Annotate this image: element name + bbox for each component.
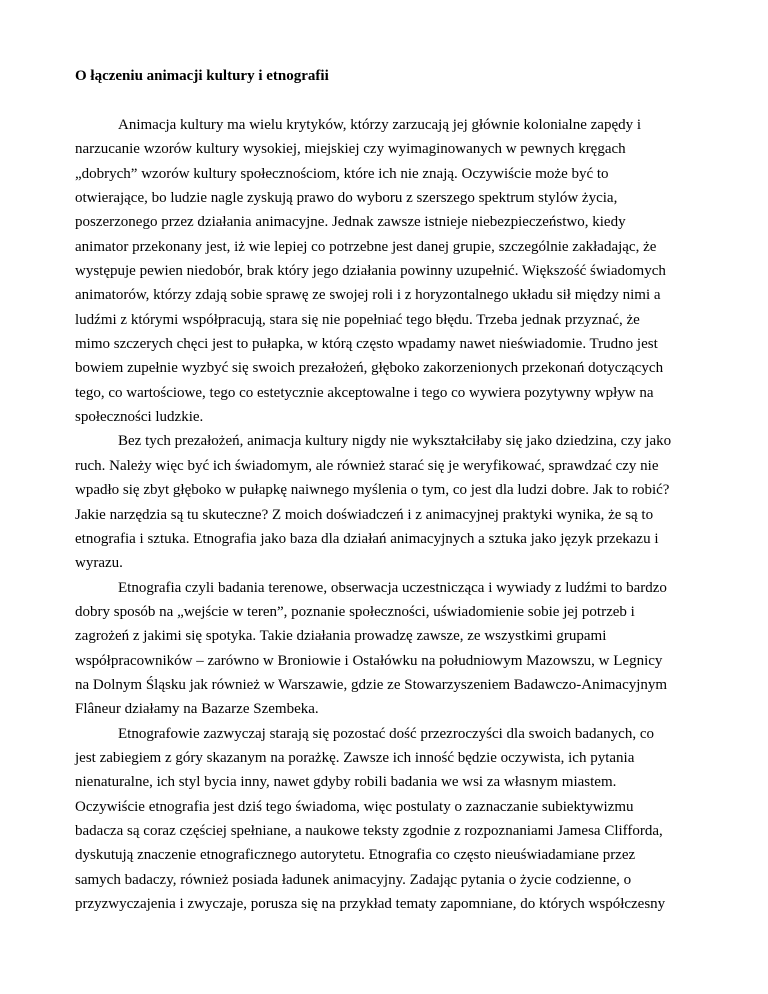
text-line: Bez tych prezałożeń, animacja kultury nigdy nie wykształciłaby się jako dziedzina, czy jako [118,433,672,450]
text-line: etnografia i sztuka. Etnografia jako baza dla działań animacyjnych a sztuka jako język przekazu i [75,530,659,547]
text-line: animatorów, którzy zdają sobie sprawę ze swojej roli i z horyzontalnego układu sił między nimi a [75,287,661,304]
text-line: „dobrych” wzorów kultury społecznościom, które ich nie znają. Oczywiście może być to [75,165,609,182]
text-line: współpracowników – zarówno w Broniowie i Ostałówku na południowym Mazowszu, w Legnicy [75,652,663,669]
text-line: Etnografia czyli badania terenowe, obserwacja uczestnicząca i wywiady z ludźmi to bardzo [118,579,667,596]
text-line: samych badaczy, również posiada ładunek animacyjny. Zadając pytania o życie codzienne, o [75,871,632,888]
text-line: dyskutują znaczenie etnograficznego autorytetu. Etnografia co często nieuświadamiane przez [75,847,636,864]
text-line: wyrazu. [75,555,123,572]
text-line: społeczności ludzkie. [75,409,204,426]
text-line: na Dolnym Śląsku jak również w Warszawie, gdzie ze Stowarzyszeniem Badawczo-Animacyjnym [75,676,668,693]
text-line: nienaturalne, ich styl bycia inny, nawet gdyby robili badania we wsi za własnym miastem. [75,774,617,791]
text-line: Oczywiście etnografia jest dziś tego świadoma, więc postulaty o zaznaczanie subiektywizmu [75,798,634,815]
text-line: zagrożeń z jakimi się spotyka. Takie działania prowadzę zawsze, ze wszystkimi grupami [75,628,607,645]
text-line: animator przekonany jest, iż wie lepiej co potrzebne jest danej grupie, szczególnie zakładając, że [75,238,657,255]
text-line: bowiem zupełnie wyzbyć się swoich prezałożeń, głęboko zakorzenionych przekonań dotyczących [75,360,664,377]
text-line: ruch. Należy więc być ich świadomym, ale również starać się je weryfikować, sprawdzać czy nie [75,457,659,474]
text-line: narzucanie wzorów kultury wysokiej, miejskiej czy wyimaginowanych w pewnych kręgach [75,141,626,158]
text-line: poszerzonego przez działania animacyjne. Jednak zawsze istnieje niebezpieczeństwo, kiedy [75,214,626,231]
text-line: ludźmi z którymi współpracują, stara się nie popełniać tego błędu. Trzeba jednak przyznać, że [75,311,640,328]
text-line: badacza są coraz częściej spełniane, a naukowe teksty zgodnie z rozpoznaniami Jamesa Clifforda, [75,822,663,839]
text-line: dobry sposób na „wejście w teren”, poznanie społeczności, uświadomienie sobie jej potrzeb i [75,603,635,620]
text-line: Animacja kultury ma wielu krytyków, którzy zarzucają jej głównie kolonialne zapędy i [118,117,642,133]
text-line: Etnografowie zazwyczaj starają się pozostać dość przezroczyści dla swoich badanych, co [118,725,655,742]
text-line: Jakie narzędzia są tu skuteczne? Z moich doświadczeń i z animacyjnej praktyki wynika, że są to [75,506,654,523]
text-line: mimo szczerych chęci jest to pułapka, w którą często wpadamy nawet nieświadomie. Trudno jest [75,336,658,353]
text-line: otwierające, bo ludzie nagle zyskują prawo do wyboru z szerszego spektrum stylów życia, [75,190,618,207]
document-body [75,113,715,916]
text-line: tego, co wartościowe, tego co estetycznie akceptowalne i tego co wywiera pozytywny wpływ na [75,384,654,401]
text-line: jest zabiegiem z góry skazanym na porażkę. Zawsze ich inność będzie oczywista, ich pytania [75,749,635,766]
text-line: występuje pewien niedobór, brak który jego działania powinny uzupełnić. Większość świadomych [75,263,666,280]
text-line: wpadło się zbyt głęboko w pułapkę naiwnego myślenia o tym, co jest dla ludzi dobre. Jak to robić? [75,482,670,499]
document-title: O łączeniu animacji kultury i etnografii [75,68,329,84]
text-line: Flâneur działamy na Bazarze Szembeka. [75,701,319,718]
text-line: przyzwyczajenia i zwyczaje, porusza się na przykład tematy zapomniane, do których współczesny [75,896,666,912]
